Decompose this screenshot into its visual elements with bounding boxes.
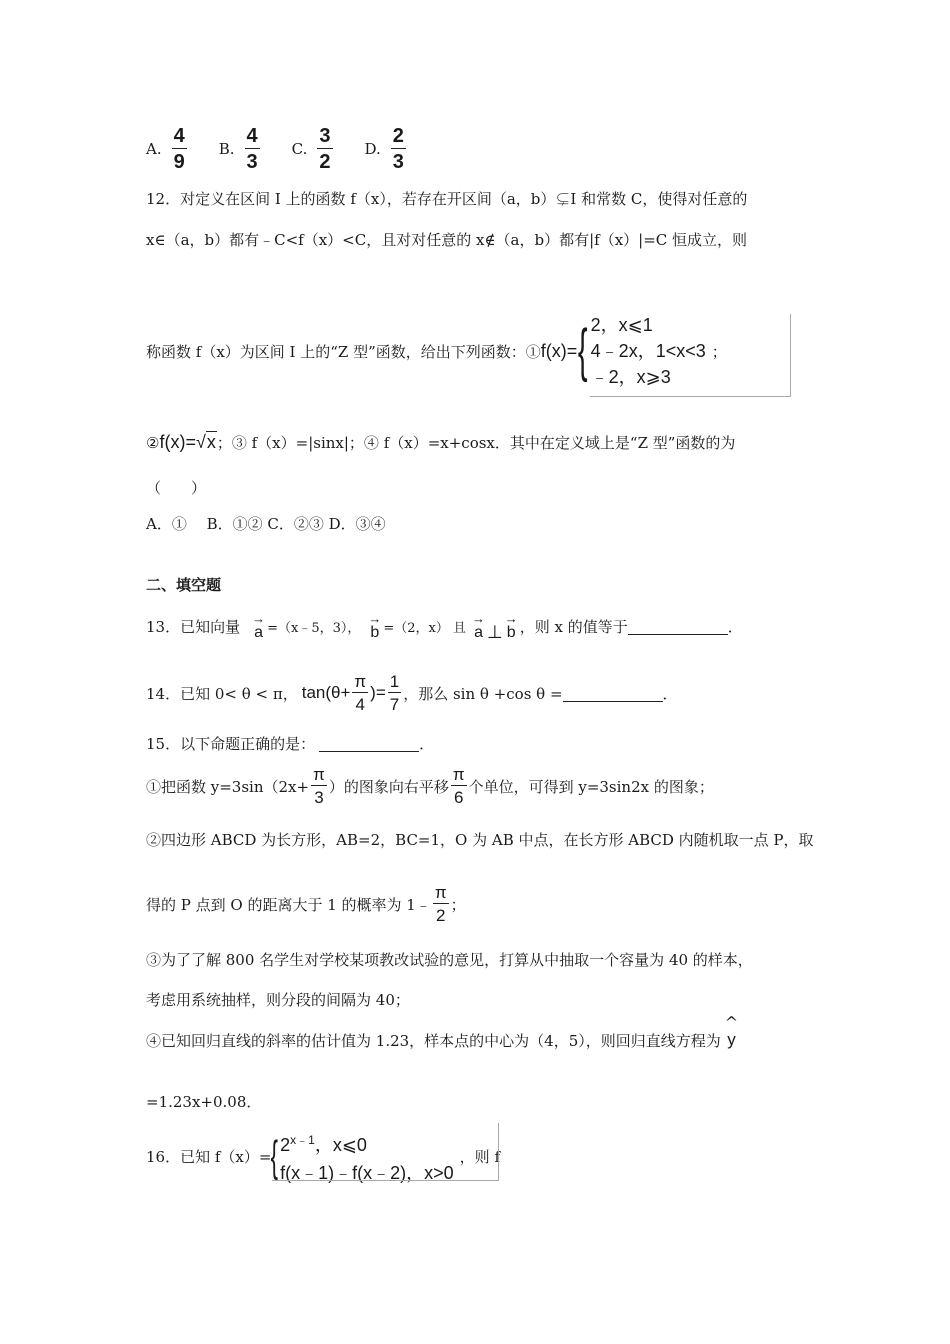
item4-text: ④已知回归直线的斜率的估计值为 1.23，样本点的中心为（4，5），则回归直线方程为	[146, 1032, 721, 1050]
q14-end: ．	[662, 684, 678, 703]
option-a-label: A.	[146, 140, 162, 158]
pi-over-6-fraction: $\frac{\pi}{6}$	[452, 765, 465, 807]
pi-over-3-fraction: $\frac{\pi}{3}$	[313, 765, 325, 807]
q12-line4-text: ；③ f（x）=|sinx|；④ f（x）=x+cosx．其中在定义域上是“Z 型”函数的为	[216, 434, 736, 452]
perp-b: → b	[504, 611, 518, 641]
item1-prefix: ①把函数 y=3sin（2x+	[146, 777, 310, 796]
q14-suffix: ，那么 sin θ +cos θ =	[403, 684, 563, 703]
f1-lhs: f(x)=	[540, 340, 578, 361]
q13-prefix: 13．已知向量	[146, 618, 241, 636]
f1-image-frame	[590, 314, 791, 397]
option-c-fraction: $\frac{3}{2}$	[319, 125, 331, 173]
section-heading: 二、填空题	[146, 577, 222, 594]
q16-prefix: 16．已知 f（x）=	[146, 1148, 272, 1166]
q12-line1: 12．对定义在区间 I 上的函数 f（x），若存在开区间（a，b）⊊I 和常数 C，使得对任意的	[146, 190, 748, 208]
option-b-fraction: $\frac{4}{3}$	[246, 125, 258, 173]
brace-icon: {	[271, 1131, 279, 1181]
f2-sqrt-function: f(x)=√x	[159, 432, 216, 452]
q13-suffix: ，则 x 的值等于	[519, 618, 628, 636]
q12-options: A．① B．①② C．②③ D．③④	[146, 515, 386, 533]
f16-case2: f(x﹣1)﹣f(x﹣2)，x>0	[280, 1163, 454, 1183]
q12-answer-paren: （ ）	[146, 479, 207, 497]
option-b-label: B.	[218, 140, 235, 158]
vector-b: → b	[368, 611, 382, 641]
answer-blank[interactable]	[628, 618, 728, 635]
q15-item3-line1: ③为了了解 800 名学生对学校某项教改试验的意见，打算从中抽取一个容量为 40 的样本，	[146, 951, 753, 969]
f1-tail: ；	[711, 342, 727, 361]
q15-item2-line1: ②四边形 ABCD 为长方形，AB=2，BC=1，O 为 AB 中点，在长方形 ABCD 内随机取一点 P，取	[146, 831, 814, 849]
q15-item2-line2	[146, 884, 466, 924]
item1-middle: ）的图象向右平移	[328, 777, 449, 796]
tan-expression: tan(θ+	[301, 683, 351, 702]
q16-suffix: ，则 f	[459, 1148, 500, 1166]
f1-case2: 4﹣2x，1<x<3	[590, 341, 706, 361]
option-d-label: D.	[364, 140, 381, 158]
perp-a: → a	[472, 611, 486, 641]
item2-end: ；	[450, 895, 466, 914]
f1-case1: 2，x⩽1	[590, 315, 653, 335]
q12-line3-text: 称函数 f（x）为区间 I 上的“Z 型”函数，给出下列函数：①	[146, 342, 541, 361]
vector-a: → a	[252, 611, 266, 641]
f16-image-frame	[272, 1123, 499, 1181]
y-hat: ^ y	[724, 1013, 739, 1049]
option-a-fraction: $\frac{4}{9}$	[173, 125, 185, 173]
brace-icon: {	[578, 318, 588, 383]
pi-over-4-fraction: $\frac{\pi}{4}$	[354, 672, 367, 714]
q11-options	[146, 126, 408, 172]
q12-line2: x∈（a，b）都有﹣C<f（x）<C，且对对任意的 x∉（a，b）都有|f（x）|=C 恒成立，则	[146, 231, 748, 249]
q13-line	[146, 610, 743, 643]
q15-item1	[146, 766, 714, 806]
f16-case1: $2^{x﹣1}$，x⩽0	[280, 1133, 367, 1155]
q14-prefix: 14．已知 0< θ < π，	[146, 684, 298, 703]
item2-text: 得的 P 点到 O 的距离大于 1 的概率为 1﹣	[146, 895, 431, 914]
q15-item4-line2: =1.23x+0.08．	[146, 1093, 262, 1111]
option-c-label: C.	[291, 140, 308, 158]
f1-case3: ﹣2，x⩾3	[590, 367, 671, 387]
q15-title	[146, 733, 434, 754]
q14-line	[146, 673, 678, 713]
q12-line4	[146, 432, 735, 453]
q15-title-text: 15．以下命题正确的是：	[146, 735, 316, 753]
one-over-7-fraction: $\frac{1}{7}$	[389, 672, 400, 714]
q15-item4-line1	[146, 1013, 739, 1051]
item2-marker: ②	[146, 433, 160, 452]
perpendicular-symbol: ⊥	[487, 622, 503, 642]
q15-item3-line2: 考虑用系统抽样，则分段的间隔为 40；	[146, 991, 410, 1009]
vector-a-value: =（x﹣5，3），	[267, 621, 361, 636]
answer-blank[interactable]	[319, 735, 419, 752]
pi-over-2-fraction: $\frac{\pi}{2}$	[434, 883, 447, 925]
q13-end: ．	[727, 618, 743, 636]
tan-equals: )=	[370, 683, 386, 702]
q15-end: ．	[419, 735, 435, 753]
item1-suffix: 个单位，可得到 y=3sin2x 的图象；	[468, 777, 714, 796]
answer-blank[interactable]	[563, 685, 663, 702]
option-d-fraction: $\frac{2}{3}$	[392, 125, 404, 173]
vector-b-value: =（2，x） 且	[383, 621, 467, 636]
